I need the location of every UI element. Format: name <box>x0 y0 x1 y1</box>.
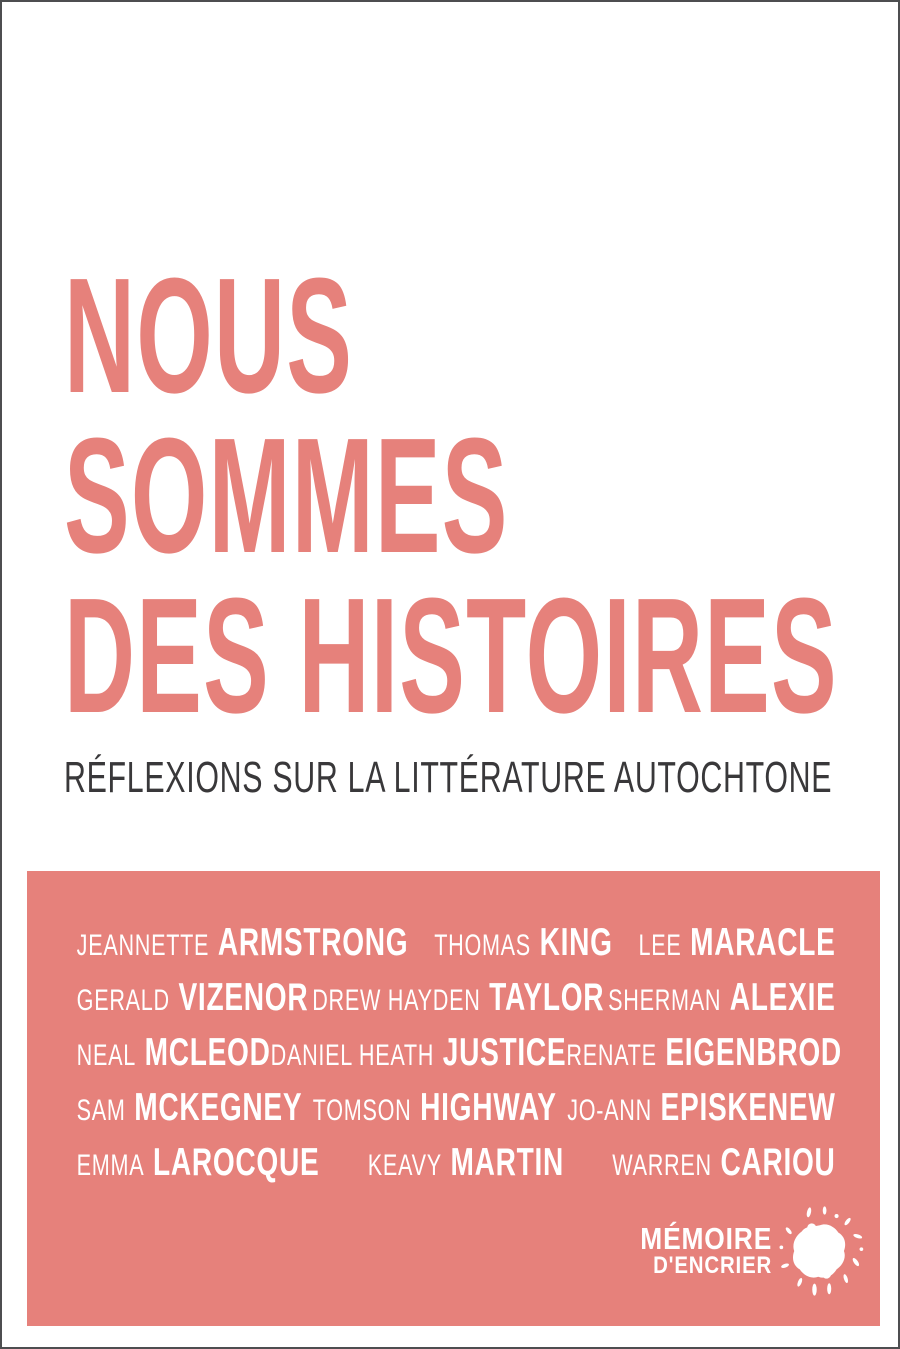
author-first-name: LEE <box>638 929 682 962</box>
author-first-name: WARREN <box>612 1149 712 1182</box>
author-name <box>368 1141 564 1185</box>
ink-splat-icon <box>774 1205 866 1297</box>
author-name <box>608 976 835 1020</box>
author-name <box>567 1086 835 1130</box>
author-first-name: JEANNETTE <box>76 929 210 962</box>
author-last-name: MARACLE <box>690 921 836 964</box>
author-last-name: ALEXIE <box>729 976 836 1019</box>
author-last-name: VIZENOR <box>178 976 309 1019</box>
author-first-name: SHERMAN <box>608 984 722 1017</box>
publisher-name-line2: D'ENCRIER <box>652 1252 772 1279</box>
author-first-name: THOMAS <box>434 929 531 962</box>
author-last-name: CARIOU <box>720 1141 836 1184</box>
publisher-logo <box>617 1205 866 1297</box>
author-first-name: GERALD <box>76 984 170 1017</box>
author-last-name: EIGENBROD <box>665 1031 842 1074</box>
author-name <box>77 1086 303 1130</box>
author-name <box>77 921 409 965</box>
author-last-name: KING <box>539 921 613 964</box>
author-last-name: JUSTICE <box>442 1031 567 1074</box>
book-subtitle: RÉFLEXIONS SUR LA LITTÉRATURE AUTOCHTONE <box>64 753 833 802</box>
author-first-name: NEAL <box>76 1039 136 1072</box>
author-name <box>313 1086 557 1130</box>
author-row <box>77 976 836 1031</box>
author-last-name: MARTIN <box>450 1141 564 1184</box>
author-name <box>77 1031 271 1075</box>
author-row <box>77 921 836 976</box>
title-area <box>64 244 900 804</box>
author-row <box>76 1031 842 1086</box>
author-last-name: LAROCQUE <box>153 1141 320 1184</box>
publisher-name-line1: MÉMOIRE <box>640 1221 772 1256</box>
author-first-name: KEAVY <box>367 1149 442 1182</box>
author-last-name: MCLEOD <box>144 1031 271 1074</box>
author-last-name: EPISKENEW <box>660 1086 836 1129</box>
author-name <box>77 976 309 1020</box>
author-name <box>434 921 612 965</box>
author-first-name: JO-ANN <box>567 1094 652 1127</box>
author-row <box>77 1141 836 1196</box>
author-name <box>271 1031 567 1075</box>
author-last-name: ARMSTRONG <box>217 921 409 964</box>
author-last-name: TAYLOR <box>489 976 605 1019</box>
author-name <box>566 1031 842 1075</box>
author-name <box>612 1141 835 1185</box>
author-first-name: DREW HAYDEN <box>312 984 481 1017</box>
author-first-name: DANIEL HEATH <box>270 1039 435 1072</box>
author-first-name: EMMA <box>76 1149 145 1182</box>
book-title-line-1: NOUS <box>64 244 354 427</box>
authors-list <box>27 871 880 1196</box>
author-last-name: MCKEGNEY <box>134 1086 303 1129</box>
author-name <box>638 921 835 965</box>
author-last-name: HIGHWAY <box>420 1086 557 1129</box>
author-name <box>312 976 604 1020</box>
author-first-name: RENATE <box>566 1039 657 1072</box>
author-first-name: SAM <box>76 1094 126 1127</box>
author-first-name: TOMSON <box>312 1094 412 1127</box>
authors-panel <box>27 871 880 1326</box>
book-title-line-3: DES HISTOIRES <box>64 564 838 747</box>
book-title-line-2: SOMMES <box>64 404 509 587</box>
publisher-name <box>640 1221 772 1279</box>
author-row <box>77 1086 836 1141</box>
author-name <box>77 1141 320 1185</box>
